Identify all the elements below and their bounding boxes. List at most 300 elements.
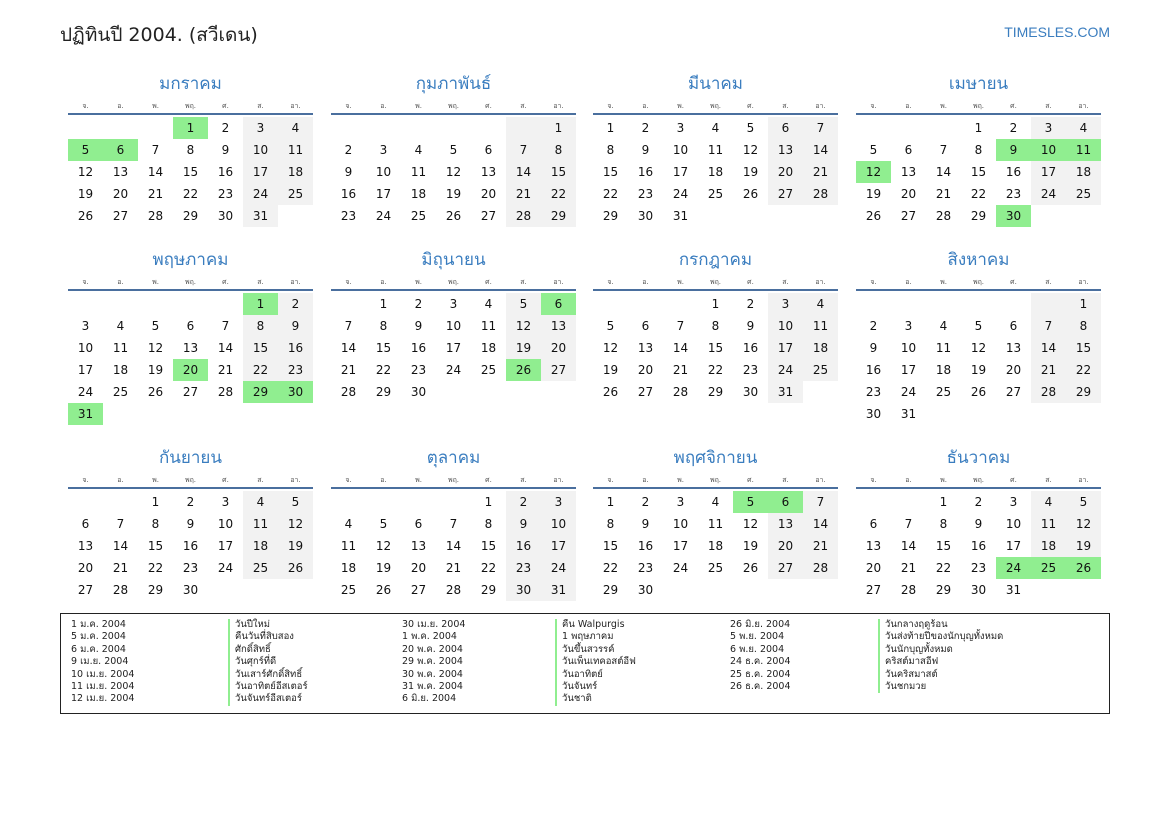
day-cell: 19: [742, 539, 759, 553]
day-cell: 23: [340, 209, 357, 223]
weekday-header: [68, 275, 313, 291]
day-cell: 11: [340, 539, 357, 553]
day-cell: 13: [541, 315, 576, 337]
day-cell: 30: [410, 385, 427, 399]
day-cell: 21: [935, 187, 952, 201]
day-cell: 16: [865, 363, 882, 377]
holiday-day-cell: 31: [68, 403, 103, 425]
day-cell: 16: [506, 535, 541, 557]
weekday-label: ส.: [782, 102, 789, 110]
weekday-label: อ.: [905, 476, 912, 484]
day-cell: 2: [414, 297, 423, 311]
day-cell: 14: [217, 341, 234, 355]
weekday-label: ศ.: [222, 278, 229, 286]
day-cell: 17: [541, 535, 576, 557]
empty-cell: [926, 117, 961, 139]
day-cell: 21: [803, 535, 838, 557]
day-cell: 25: [410, 209, 427, 223]
month-name: มิถุนายน: [421, 250, 486, 270]
day-cell: 10: [541, 513, 576, 535]
month-block: [331, 249, 576, 403]
weekday-label: จ.: [870, 476, 877, 484]
weekday-label: ส.: [257, 102, 264, 110]
weekday-label: พฤ.: [184, 102, 197, 110]
weekday-label: พฤ.: [972, 278, 985, 286]
brand-link[interactable]: TIMESLES.COM: [1004, 24, 1110, 40]
day-cell: 9: [186, 517, 195, 531]
month-name: สิงหาคม: [947, 250, 1010, 270]
weekday-label: พฤ.: [184, 476, 197, 484]
weekday-header: [593, 473, 838, 489]
day-cell: 17: [672, 165, 689, 179]
day-cell: 20: [480, 187, 497, 201]
day-cell: 2: [746, 297, 755, 311]
holiday-date: 31 พ.ค. 2004: [402, 681, 463, 693]
day-cell: 18: [410, 187, 427, 201]
day-cell: 3: [1009, 495, 1018, 509]
day-cell: 21: [445, 561, 462, 575]
day-cell: 8: [186, 143, 195, 157]
day-cell: 3: [676, 121, 685, 135]
weekday-label: ศ.: [485, 476, 492, 484]
day-cell: 24: [375, 209, 392, 223]
day-cell: 23: [278, 359, 313, 381]
holiday-date: 6 พ.ย. 2004: [730, 643, 785, 655]
day-cell: 4: [711, 495, 720, 509]
day-cell: 3: [243, 117, 278, 139]
day-cell: 27: [768, 183, 803, 205]
weekday-label: อา.: [290, 476, 301, 484]
day-cell: 20: [541, 337, 576, 359]
day-cell: 8: [1066, 315, 1101, 337]
month-name: กรกฎาคม: [678, 250, 753, 270]
day-cell: 2: [186, 495, 195, 509]
weekday-header: [856, 473, 1101, 489]
month-block: [856, 447, 1101, 601]
day-cell: 7: [803, 117, 838, 139]
day-cell: 5: [278, 491, 313, 513]
day-cell: 11: [707, 517, 724, 531]
day-cell: 12: [445, 165, 462, 179]
day-cell: 25: [112, 385, 129, 399]
day-cell: 14: [935, 165, 952, 179]
day-cell: 9: [414, 319, 423, 333]
holiday-name: วันชกมวย: [878, 681, 1003, 693]
weekday-label: อ.: [642, 278, 649, 286]
day-cell: 20: [410, 561, 427, 575]
weekday-label: พ.: [415, 102, 422, 110]
day-cell: 12: [375, 539, 392, 553]
day-cell: 13: [182, 341, 199, 355]
day-cell: 5: [379, 517, 388, 531]
day-cell: 31: [672, 209, 689, 223]
day-cell: 7: [904, 517, 913, 531]
day-cell: 15: [541, 161, 576, 183]
day-cell: 28: [935, 209, 952, 223]
holiday-date: 5 ม.ค. 2004: [71, 631, 126, 643]
day-cell: 20: [865, 561, 882, 575]
holiday-name: วันคริสมาสต์: [878, 669, 1003, 681]
empty-cell: [208, 293, 243, 315]
day-cell: 14: [803, 139, 838, 161]
empty-cell: [366, 117, 401, 139]
empty-cell: [103, 293, 138, 315]
day-cell: 14: [900, 539, 917, 553]
day-cell: 6: [186, 319, 195, 333]
day-cell: 1: [711, 297, 720, 311]
weekday-label: พฤ.: [709, 476, 722, 484]
day-grid: [331, 491, 576, 601]
day-cell: 20: [637, 363, 654, 377]
empty-cell: [138, 117, 173, 139]
day-cell: 4: [1031, 491, 1066, 513]
weekday-label: จ.: [607, 102, 614, 110]
day-cell: 23: [217, 187, 234, 201]
weekday-label: ส.: [520, 476, 527, 484]
empty-cell: [663, 293, 698, 315]
month-name: มีนาคม: [688, 74, 743, 94]
day-cell: 16: [637, 539, 654, 553]
weekday-label: อ.: [380, 278, 387, 286]
day-cell: 13: [112, 165, 129, 179]
day-cell: 29: [182, 209, 199, 223]
day-cell: 6: [641, 319, 650, 333]
holiday-name: วันจันทร์: [555, 681, 636, 693]
day-cell: 26: [77, 209, 94, 223]
day-cell: 10: [243, 139, 278, 161]
day-cell: 22: [707, 363, 724, 377]
weekday-label: อ.: [905, 102, 912, 110]
weekday-label: อา.: [553, 476, 564, 484]
empty-cell: [593, 293, 628, 315]
day-cell: 10: [445, 319, 462, 333]
day-cell: 8: [484, 517, 493, 531]
day-cell: 24: [445, 363, 462, 377]
day-cell: 18: [340, 561, 357, 575]
day-cell: 3: [1031, 117, 1066, 139]
day-cell: 18: [112, 363, 129, 377]
day-cell: 15: [970, 165, 987, 179]
day-grid: [68, 117, 313, 227]
weekday-label: อา.: [1078, 476, 1089, 484]
day-cell: 29: [602, 583, 619, 597]
day-cell: 18: [803, 337, 838, 359]
holiday-date: 30 พ.ค. 2004: [402, 668, 463, 680]
day-cell: 1: [541, 117, 576, 139]
day-cell: 21: [506, 183, 541, 205]
day-cell: 23: [1005, 187, 1022, 201]
holiday-date: 1 ม.ค. 2004: [71, 619, 126, 630]
day-cell: 2: [1009, 121, 1018, 135]
weekday-label: จ.: [345, 278, 352, 286]
empty-cell: [856, 117, 891, 139]
holiday-name: คริสต์มาสอีฟ: [878, 656, 1003, 668]
day-cell: 4: [939, 319, 948, 333]
month-block: [68, 447, 313, 601]
day-cell: 4: [711, 121, 720, 135]
day-cell: 10: [77, 341, 94, 355]
day-cell: 21: [803, 161, 838, 183]
holiday-date: 5 พ.ย. 2004: [730, 631, 785, 643]
day-cell: 9: [869, 341, 878, 355]
day-cell: 20: [768, 535, 803, 557]
weekday-label: พ.: [940, 278, 947, 286]
empty-cell: [331, 117, 366, 139]
weekday-label: อา.: [553, 102, 564, 110]
day-cell: 27: [768, 557, 803, 579]
day-cell: 22: [602, 187, 619, 201]
day-cell: 4: [484, 297, 493, 311]
weekday-label: ส.: [520, 102, 527, 110]
day-cell: 23: [970, 561, 987, 575]
day-cell: 25: [707, 561, 724, 575]
day-cell: 16: [637, 165, 654, 179]
day-cell: 3: [379, 143, 388, 157]
weekday-label: จ.: [607, 476, 614, 484]
day-cell: 15: [182, 165, 199, 179]
day-cell: 27: [480, 209, 497, 223]
weekday-label: ส.: [520, 278, 527, 286]
day-cell: 9: [278, 315, 313, 337]
day-cell: 12: [970, 341, 987, 355]
day-cell: 24: [900, 385, 917, 399]
month-block: [856, 249, 1101, 425]
empty-cell: [173, 293, 208, 315]
holiday-date: 12 เม.ย. 2004: [71, 693, 135, 705]
day-cell: 17: [445, 341, 462, 355]
holiday-day-cell: 5: [68, 139, 103, 161]
day-cell: 3: [676, 495, 685, 509]
day-cell: 14: [445, 539, 462, 553]
day-cell: 12: [77, 165, 94, 179]
weekday-label: อ.: [117, 102, 124, 110]
day-cell: 8: [243, 315, 278, 337]
day-cell: 28: [803, 183, 838, 205]
day-cell: 12: [602, 341, 619, 355]
day-cell: 16: [217, 165, 234, 179]
holiday-day-cell: 6: [103, 139, 138, 161]
weekday-label: อ.: [642, 476, 649, 484]
weekday-label: จ.: [82, 278, 89, 286]
day-cell: 27: [865, 583, 882, 597]
weekday-label: พ.: [152, 476, 159, 484]
holiday-day-cell: 20: [173, 359, 208, 381]
day-cell: 22: [1066, 359, 1101, 381]
holiday-day-cell: 26: [506, 359, 541, 381]
day-cell: 20: [112, 187, 129, 201]
day-cell: 3: [449, 297, 458, 311]
day-cell: 1: [151, 495, 160, 509]
day-cell: 14: [112, 539, 129, 553]
holiday-name: วันอาทิตย์: [555, 669, 636, 681]
day-cell: 9: [221, 143, 230, 157]
day-cell: 21: [112, 561, 129, 575]
empty-cell: [401, 117, 436, 139]
day-cell: 7: [506, 139, 541, 161]
day-cell: 19: [602, 363, 619, 377]
day-cell: 7: [939, 143, 948, 157]
day-cell: 28: [900, 583, 917, 597]
day-cell: 17: [77, 363, 94, 377]
day-cell: 16: [340, 187, 357, 201]
day-cell: 9: [506, 513, 541, 535]
day-cell: 26: [742, 561, 759, 575]
day-cell: 22: [375, 363, 392, 377]
day-cell: 6: [768, 117, 803, 139]
day-cell: 6: [904, 143, 913, 157]
month-name: กันยายน: [158, 448, 222, 468]
day-cell: 19: [278, 535, 313, 557]
holiday-names-col-3: [878, 619, 1003, 693]
day-cell: 2: [974, 495, 983, 509]
day-cell: 20: [1005, 363, 1022, 377]
month-name: พฤษภาคม: [152, 250, 229, 270]
day-cell: 27: [1005, 385, 1022, 399]
day-cell: 6: [81, 517, 90, 531]
day-cell: 29: [147, 583, 164, 597]
day-cell: 7: [1031, 315, 1066, 337]
day-cell: 19: [147, 363, 164, 377]
day-cell: 22: [935, 561, 952, 575]
day-cell: 12: [278, 513, 313, 535]
day-cell: 11: [803, 315, 838, 337]
day-cell: 25: [803, 359, 838, 381]
day-cell: 4: [243, 491, 278, 513]
day-cell: 12: [1066, 513, 1101, 535]
day-cell: 22: [480, 561, 497, 575]
day-cell: 29: [541, 205, 576, 227]
day-cell: 8: [974, 143, 983, 157]
weekday-label: ศ.: [485, 102, 492, 110]
weekday-label: อา.: [815, 476, 826, 484]
day-cell: 18: [278, 161, 313, 183]
holiday-date: 26 ธ.ค. 2004: [730, 681, 791, 693]
day-cell: 17: [900, 363, 917, 377]
day-cell: 31: [900, 407, 917, 421]
day-cell: 10: [375, 165, 392, 179]
day-cell: 21: [340, 363, 357, 377]
day-cell: 15: [1066, 337, 1101, 359]
holiday-dates-col-1: [71, 619, 134, 706]
day-cell: 22: [243, 359, 278, 381]
weekday-label: อา.: [290, 278, 301, 286]
day-cell: 29: [707, 385, 724, 399]
holiday-list: [60, 613, 1110, 714]
weekday-label: อา.: [1078, 102, 1089, 110]
weekday-label: จ.: [870, 278, 877, 286]
holiday-date: 26 มิ.ย. 2004: [730, 619, 791, 630]
day-cell: 18: [1066, 161, 1101, 183]
holiday-day-cell: 1: [243, 293, 278, 315]
day-cell: 7: [116, 517, 125, 531]
day-cell: 16: [182, 539, 199, 553]
day-cell: 8: [606, 517, 615, 531]
day-cell: 7: [151, 143, 160, 157]
weekday-label: ส.: [257, 476, 264, 484]
weekday-label: ส.: [782, 476, 789, 484]
empty-cell: [68, 117, 103, 139]
day-cell: 4: [116, 319, 125, 333]
day-cell: 26: [147, 385, 164, 399]
holiday-day-cell: 29: [243, 381, 278, 403]
holiday-date: 30 เม.ย. 2004: [402, 619, 466, 630]
holiday-day-cell: 6: [541, 293, 576, 315]
holiday-day-cell: 30: [996, 205, 1031, 227]
weekday-label: พฤ.: [447, 102, 460, 110]
day-cell: 25: [278, 183, 313, 205]
day-cell: 3: [541, 491, 576, 513]
month-block: [593, 249, 838, 403]
weekday-label: ศ.: [1010, 278, 1017, 286]
day-cell: 4: [344, 517, 353, 531]
day-cell: 27: [410, 583, 427, 597]
weekday-header: [856, 99, 1101, 115]
day-cell: 1: [974, 121, 983, 135]
empty-cell: [856, 293, 891, 315]
day-cell: 18: [707, 165, 724, 179]
day-cell: 11: [1031, 513, 1066, 535]
holiday-day-cell: 12: [856, 161, 891, 183]
weekday-label: พฤ.: [972, 102, 985, 110]
empty-cell: [436, 117, 471, 139]
month-block: [68, 73, 313, 227]
day-cell: 13: [865, 539, 882, 553]
weekday-label: พ.: [677, 476, 684, 484]
day-cell: 6: [1009, 319, 1018, 333]
day-cell: 24: [243, 183, 278, 205]
holiday-name: วันจันทร์อีสเตอร์: [228, 693, 308, 705]
day-cell: 16: [742, 341, 759, 355]
day-cell: 15: [480, 539, 497, 553]
weekday-label: อ.: [642, 102, 649, 110]
day-cell: 3: [81, 319, 90, 333]
day-cell: 13: [1005, 341, 1022, 355]
empty-cell: [891, 491, 926, 513]
empty-cell: [401, 491, 436, 513]
day-cell: 23: [410, 363, 427, 377]
holiday-name: 1 พฤษภาคม: [555, 631, 636, 643]
day-cell: 28: [147, 209, 164, 223]
day-cell: 16: [410, 341, 427, 355]
holiday-day-cell: 5: [733, 491, 768, 513]
day-cell: 4: [1066, 117, 1101, 139]
weekday-label: พ.: [940, 102, 947, 110]
day-cell: 30: [865, 407, 882, 421]
day-cell: 11: [243, 513, 278, 535]
empty-cell: [331, 293, 366, 315]
day-cell: 13: [410, 539, 427, 553]
day-cell: 23: [637, 187, 654, 201]
weekday-label: พ.: [415, 476, 422, 484]
day-cell: 10: [672, 143, 689, 157]
holiday-date: 29 พ.ค. 2004: [402, 656, 463, 668]
holiday-name: คืน Walpurgis: [555, 619, 636, 631]
day-cell: 11: [935, 341, 952, 355]
day-cell: 27: [637, 385, 654, 399]
day-cell: 24: [672, 561, 689, 575]
day-cell: 15: [935, 539, 952, 553]
day-cell: 12: [147, 341, 164, 355]
day-cell: 25: [707, 187, 724, 201]
day-cell: 2: [221, 121, 230, 135]
holiday-date: 10 เม.ย. 2004: [71, 668, 135, 680]
day-cell: 5: [974, 319, 983, 333]
weekday-label: ศ.: [1010, 102, 1017, 110]
empty-cell: [436, 491, 471, 513]
holiday-name: วันปีใหม่: [228, 619, 308, 631]
day-cell: 9: [344, 165, 353, 179]
day-cell: 27: [182, 385, 199, 399]
